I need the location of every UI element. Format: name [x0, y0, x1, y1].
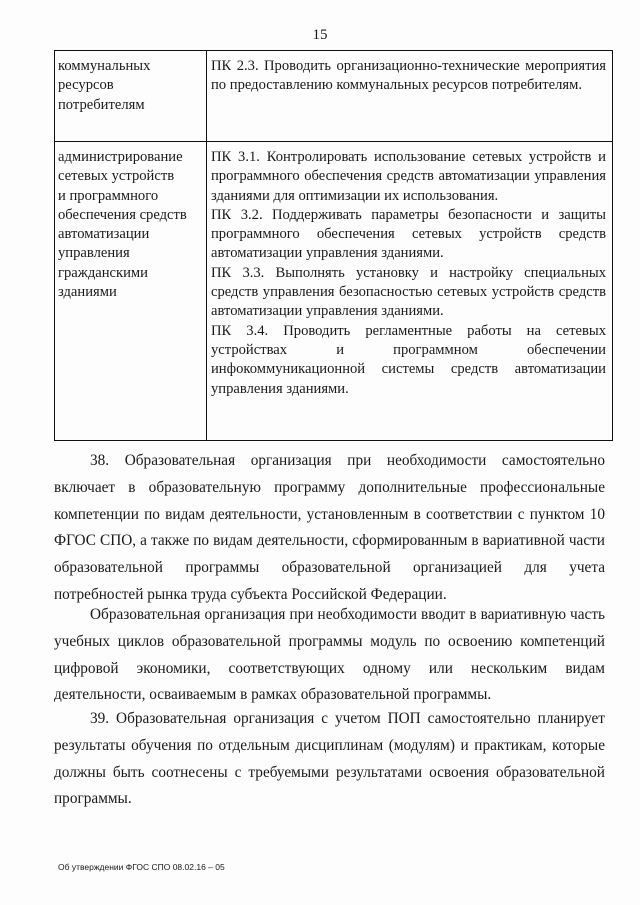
competencies-table — [54, 50, 613, 441]
activity-cell — [55, 51, 207, 142]
activity-line: сетевых устройств — [58, 168, 175, 185]
paragraph-text: Образовательная организация при необходимости вводит в вариативную часть учебных циклов образовательной программы модуль по освоению компетенций цифровой экономики, соответствующих одному или нескольким видам деятельности, осваиваемым в рамках образовательной программы. — [54, 606, 605, 704]
paragraph-38 — [54, 448, 605, 609]
table-row — [55, 51, 613, 142]
activity-line: и программного — [58, 187, 159, 204]
activity-line: ресурсов — [58, 77, 114, 94]
paragraph-39 — [54, 706, 605, 813]
paragraph-text: 38. Образовательная организация при необходимости самостоятельно включает в образовательную программу дополнительные профессиональные компетенции по видам деятельности, установленным в соответствии с пунктом 10 ФГОС СПО, а также по видам деятельности, сформированным в вариативной части образовательной программы образовательной организацией для учета потребностей рынка труда субъекта Российской Федерации. — [54, 452, 605, 603]
table-row — [55, 142, 613, 441]
activity-line: потребителям — [58, 96, 145, 113]
activity-line: гражданскими — [58, 264, 148, 281]
competency-cell — [207, 142, 613, 441]
activity-line: администрирование — [58, 149, 183, 165]
activity-line: зданиями — [58, 284, 117, 301]
competency-item: ПК 2.3. Проводить организационно-технические мероприятия по предоставлению коммунальных ресурсов потребителям. — [211, 58, 606, 94]
footer-document-reference: Об утверждении ФГОС СПО 08.02.16 – 05 — [58, 862, 225, 872]
activity-line: обеспечения средств — [58, 206, 187, 223]
activity-line: управления — [58, 245, 130, 262]
paragraph-text: 39. Образовательная организация с учетом ПОП самостоятельно планирует результаты обучения по отдельным дисциплинам (модулям) и практикам, которые должны быть соотнесены с требуемыми результатами освоения образовательной программы. — [54, 710, 605, 808]
page-number: 15 — [312, 27, 328, 43]
competency-item: ПК 3.4. Проводить регламентные работы на сетевых устройствах и программном обеспечении инфокоммуникационной системы средств автоматизации управления зданиями. — [211, 322, 606, 397]
activity-line: автоматизации — [58, 226, 150, 243]
competency-item: ПК 3.2. Поддерживать параметры безопасности и защиты программного обеспечения сетевых устройств средств автоматизации управления зданиями. — [211, 206, 606, 262]
activity-line: коммунальных — [58, 58, 151, 74]
paragraph-38-continued — [54, 602, 605, 709]
competency-item: ПК 3.3. Выполнять установку и настройку специальных средств управления безопасностью сетевых устройств средств автоматизации управления зданиями. — [211, 264, 606, 320]
competency-cell — [207, 51, 613, 142]
competency-item: ПК 3.1. Контролировать использование сетевых устройств и программного обеспечения средств автоматизации управления зданиями для оптимизации их использования. — [211, 149, 606, 204]
activity-cell — [55, 142, 207, 441]
